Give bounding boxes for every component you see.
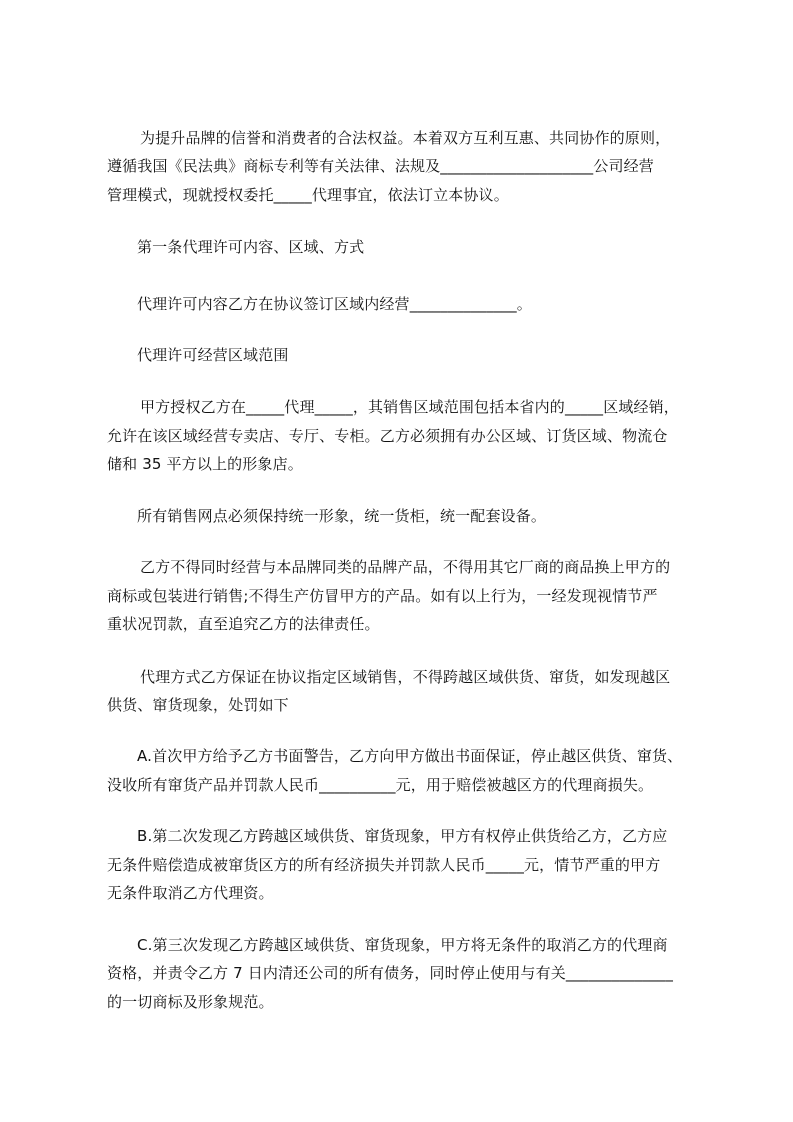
paragraph-line: 甲方授权乙方在_____代理_____，其销售区域范围包括本省内的_____区域经销， bbox=[140, 398, 679, 416]
clause-a-line: 没收所有窜货产品并罚款人民币__________元，用于赔偿被越区方的代理商损失。 bbox=[107, 776, 654, 794]
subheading: 代理许可经营区域范围 bbox=[137, 346, 289, 364]
clause-b-line: B.第二次发现乙方跨越区域供货、窜货现象，甲方有权停止供货给乙方，乙方应 bbox=[137, 827, 668, 845]
paragraph-line: 允许在该区域经营专卖店、专厅、专柜。乙方必须拥有办公区域、订货区域、物流仓 bbox=[107, 427, 668, 445]
paragraph-line: 代理许可内容乙方在协议签订区域内经营______________。 bbox=[137, 295, 532, 313]
clause-c-line: 资格，并责令乙方 7 日内清还公司的所有债务，同时停止使用与有关______________ bbox=[107, 964, 673, 982]
paragraph-line: 储和 35 平方以上的形象店。 bbox=[107, 455, 303, 473]
clause-b-line: 无条件赔偿造成被窜货区方的所有经济损失并罚款人民币_____元，情节严重的甲方 bbox=[107, 856, 661, 874]
paragraph-line: 乙方不得同时经营与本品牌同类的品牌产品，不得用其它厂商的商品换上甲方的 bbox=[140, 558, 671, 576]
paragraph-line: 所有销售网点必须保持统一形象，统一货柜，统一配套设备。 bbox=[137, 507, 547, 525]
clause-c-line: 的一切商标及形象规范。 bbox=[107, 993, 274, 1011]
section-heading: 第一条代理许可内容、区域、方式 bbox=[137, 238, 365, 256]
paragraph-line: 商标或包装进行销售;不得生产仿冒甲方的产品。如有以上行为，一经发现视情节严 bbox=[107, 587, 658, 605]
clause-c-line: C.第三次发现乙方跨越区域供货、窜货现象，甲方将无条件的取消乙方的代理商 bbox=[137, 936, 668, 954]
clause-a-line: A.首次甲方给予乙方书面警告，乙方向甲方做出书面保证，停止越区供货、窜货、 bbox=[137, 747, 683, 765]
paragraph-line: 管理模式，现就授权委托_____代理事宜，依法订立本协议。 bbox=[107, 186, 509, 204]
paragraph-line: 遵循我国《民法典》商标专利等有关法律、法规及____________________公司经营 bbox=[107, 157, 654, 175]
paragraph-line: 为提升品牌的信誉和消费者的合法权益。本着双方互利互惠、共同协作的原则， bbox=[140, 129, 671, 147]
clause-b-line: 无条件取消乙方代理资。 bbox=[107, 884, 274, 902]
paragraph-line: 代理方式乙方保证在协议指定区域销售，不得跨越区域供货、窜货，如发现越区 bbox=[140, 668, 671, 686]
paragraph-line: 重状况罚款，直至追究乙方的法律责任。 bbox=[107, 615, 380, 633]
paragraph-line: 供货、窜货现象，处罚如下 bbox=[107, 696, 289, 714]
